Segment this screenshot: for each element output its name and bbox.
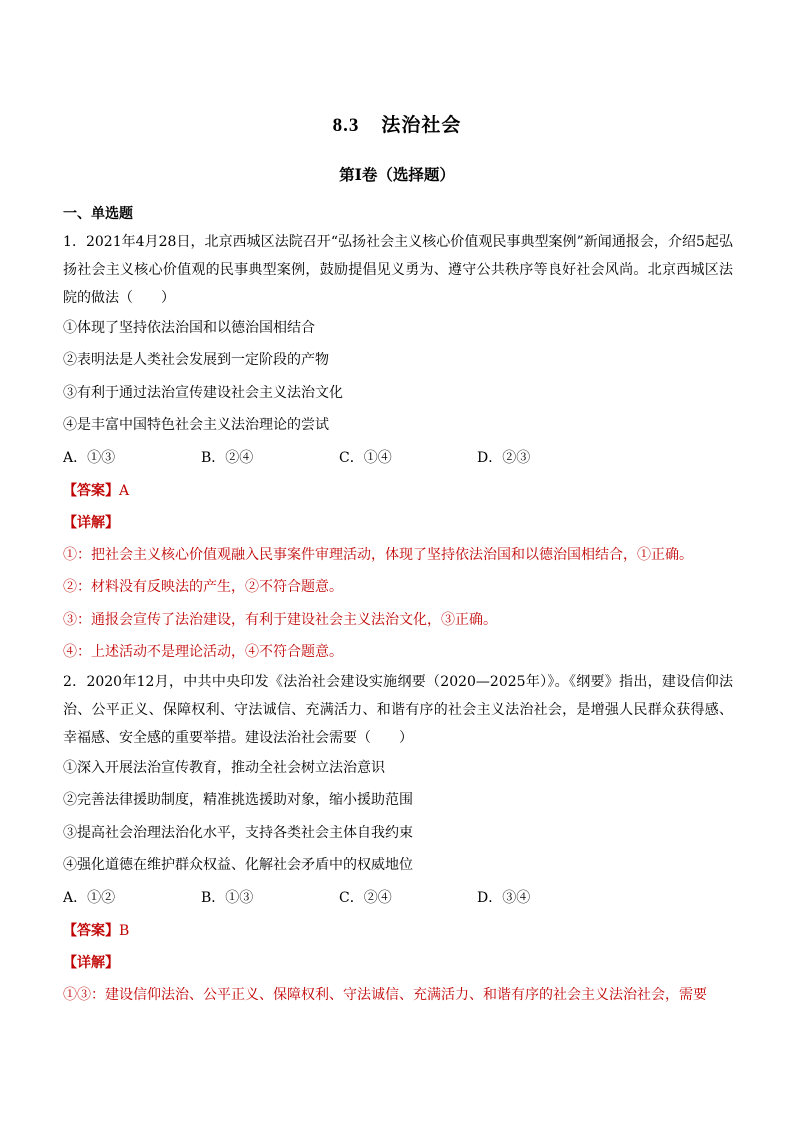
answer-label: 【答案】 — [63, 923, 119, 940]
question-1-answer — [63, 475, 733, 508]
choice-a: A．①③ — [63, 450, 116, 467]
answer-label: 【答案】 — [63, 483, 119, 500]
question-2-answer — [63, 915, 733, 948]
question-1-option: ②表明法是人类社会发展到一定阶段的产物 — [63, 352, 329, 369]
question-1-detail-label: 【详解】 — [63, 515, 119, 532]
question-2-option: ④强化道德在维护群众权益、化解社会矛盾中的权威地位 — [63, 856, 413, 873]
choice-c: C．①④ — [339, 450, 392, 467]
choice-d: D．③④ — [477, 890, 531, 907]
section-heading: 一、单选题 — [63, 206, 133, 222]
question-2-option: ①深入开展法治宣传教育，推动全社会树立法治意识 — [63, 760, 385, 776]
choice-b: B．①③ — [201, 890, 254, 907]
page-title — [0, 110, 794, 137]
question-2-option: ②完善法律援助制度，精准挑选援助对象，缩小援助范围 — [63, 792, 413, 809]
question-1-explanation: ①：把社会主义核心价值观融入民事案件审理活动，体现了坚持依法治国和以德治国相结合，①正确。 — [63, 547, 693, 564]
question-1-explanation: ③：通报会宣传了法治建设，有利于建设社会主义法治文化，③正确。 — [63, 611, 497, 628]
answer-value: B — [119, 923, 130, 940]
part-subtitle: 第Ⅰ卷（选择题） — [339, 165, 455, 184]
question-2-detail-label: 【详解】 — [63, 955, 119, 972]
choice-b: B．②④ — [201, 450, 254, 467]
question-2-explanation: ①③：建设信仰法治、公平正义、保障权利、守法诚信、充满活力、和谐有序的社会主义法治社会，需要 — [63, 987, 707, 1004]
question-2-choices — [63, 881, 733, 915]
choice-d: D．②③ — [477, 450, 531, 467]
question-1-explanation: ②：材料没有反映法的产生，②不符合题意。 — [63, 579, 343, 596]
question-1-choices — [63, 441, 733, 475]
question-2-stem: 2．2020年12月，中共中央印发《法治社会建设实施纲要（2020—2025年）》。《纲要》指出，建设信仰法治、公平正义、保障权利、守法诚信、充满活力、和谐有序的社会主义法治社会，是增强人民群众获得感、幸福感、安全感的重要举措。建设法治社会需要（ ） — [63, 674, 733, 746]
choice-c: C．②④ — [339, 890, 392, 907]
question-2-option: ③提高社会治理法治化水平，支持各类社会主体自我约束 — [63, 824, 413, 841]
question-1-option: ③有利于通过法治宣传建设社会主义法治文化 — [63, 384, 343, 401]
question-1-explanation: ④：上述活动不是理论活动，④不符合题意。 — [63, 643, 343, 660]
choice-a: A．①② — [63, 890, 116, 907]
question-list — [63, 228, 733, 1011]
title-number: 8.3 — [332, 115, 360, 136]
question-1-stem: 1．2021年4月28日，北京西城区法院召开“弘扬社会主义核心价值观民事典型案例”新闻通报会，介绍5起弘扬社会主义核心价值观的民事典型案例，鼓励提倡见义勇为、遵守公共秩序等良好社会风尚。北京西城区法院的做法（ ） — [63, 234, 733, 306]
answer-value: A — [119, 483, 130, 500]
question-1-option: ①体现了坚持依法治国和以德治国相结合 — [63, 320, 315, 336]
title-text: 法治社会 — [381, 114, 462, 136]
question-1-option: ④是丰富中国特色社会主义法治理论的尝试 — [63, 416, 329, 433]
